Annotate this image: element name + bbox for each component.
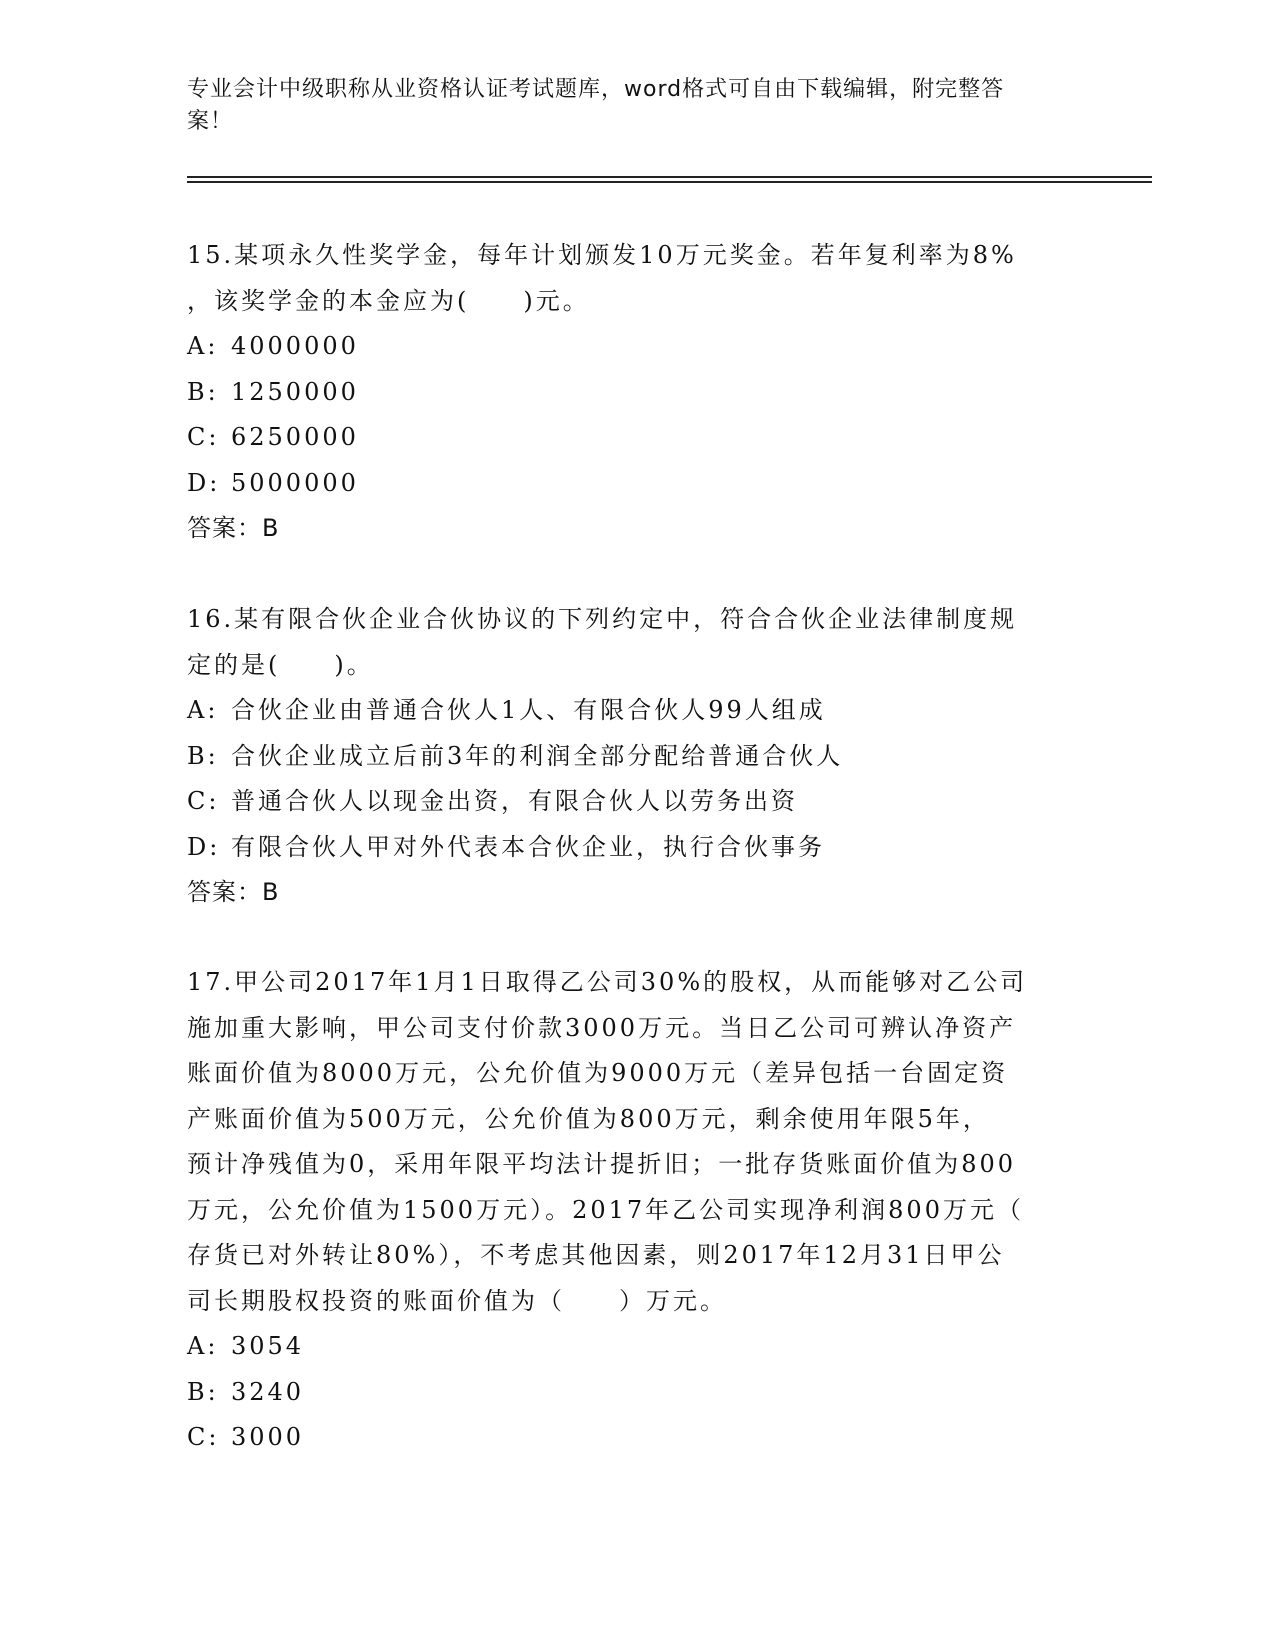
document-header xyxy=(187,74,1087,138)
option-b xyxy=(187,370,1087,416)
option-text: 合伙企业由普通合伙人1人、有限合伙人99人组成 xyxy=(231,696,826,724)
question-15 xyxy=(187,233,1087,552)
option-label: D: xyxy=(187,832,221,861)
option-label: C: xyxy=(187,423,220,451)
question-stem-line: 产账面价值为500万元，公允价值为800万元，剩余使用年限5年， xyxy=(187,1104,990,1133)
answer-line: 答案：B xyxy=(187,878,280,906)
option-text: 3240 xyxy=(231,1377,305,1406)
option-label: A: xyxy=(187,1332,219,1360)
option-d xyxy=(187,461,1087,507)
question-17 xyxy=(187,960,1087,1461)
option-text: 1250000 xyxy=(231,377,359,406)
option-a xyxy=(187,324,1087,370)
option-text: 有限合伙人甲对外代表本合伙企业，执行合伙事务 xyxy=(231,832,825,861)
option-b xyxy=(187,734,1087,780)
option-text: 3000 xyxy=(231,1423,305,1451)
option-text: 5000000 xyxy=(231,468,359,497)
question-stem-line: ，该奖学金的本金应为( )元。 xyxy=(187,286,590,315)
question-stem-line: 17.甲公司2017年1月1日取得乙公司30%的股权，从而能够对乙公司 xyxy=(187,968,1028,996)
question-stem-line: 预计净残值为0，采用年限平均法计提折旧；一批存货账面价值为800 xyxy=(187,1150,1017,1178)
option-text: 3054 xyxy=(231,1332,305,1360)
option-label: B: xyxy=(187,377,219,406)
option-label: D: xyxy=(187,468,221,497)
option-d xyxy=(187,825,1087,871)
option-label: C: xyxy=(187,787,220,815)
question-stem-line: 16.某有限合伙企业合伙协议的下列约定中，符合合伙企业法律制度规 xyxy=(187,605,1018,633)
option-c xyxy=(187,415,1087,461)
option-text: 6250000 xyxy=(231,423,359,451)
question-stem-line: 15.某项永久性奖学金，每年计划颁发10万元奖金。若年复利率为8% xyxy=(187,241,1017,269)
option-label: A: xyxy=(187,332,219,360)
question-stem-line: 司长期股权投资的账面价值为（ ）万元。 xyxy=(187,1286,727,1315)
header-line: 专业会计中级职称从业资格认证考试题库，word格式可自由下载编辑，附完整答 xyxy=(187,77,1005,102)
header-divider xyxy=(187,176,1152,178)
question-stem-line: 万元，公允价值为1500万元）。2017年乙公司实现净利润800万元（ xyxy=(187,1195,1024,1224)
option-label: B: xyxy=(187,1377,219,1406)
option-c xyxy=(187,779,1087,825)
option-b xyxy=(187,1370,1087,1416)
question-stem-line: 账面价值为8000万元，公允价值为9000万元（差异包括一台固定资 xyxy=(187,1059,1009,1087)
option-label: A: xyxy=(187,696,219,724)
header-divider xyxy=(187,181,1152,183)
option-label: C: xyxy=(187,1423,220,1451)
question-16 xyxy=(187,597,1087,916)
option-text: 普通合伙人以现金出资，有限合伙人以劳务出资 xyxy=(231,787,798,815)
option-label: B: xyxy=(187,741,219,770)
option-a xyxy=(187,688,1087,734)
option-text: 合伙企业成立后前3年的利润全部分配给普通合伙人 xyxy=(231,741,844,770)
header-line: 案！ xyxy=(187,109,234,134)
option-text: 4000000 xyxy=(231,332,359,360)
option-c xyxy=(187,1415,1087,1461)
question-stem-line: 施加重大影响，甲公司支付价款3000万元。当日乙公司可辨认净资产 xyxy=(187,1013,1017,1042)
question-stem-line: 定的是( )。 xyxy=(187,650,374,679)
option-a xyxy=(187,1324,1087,1370)
question-stem-line: 存货已对外转让80%），不考虑其他因素，则2017年12月31日甲公 xyxy=(187,1241,1005,1269)
answer-line: 答案：B xyxy=(187,514,280,542)
